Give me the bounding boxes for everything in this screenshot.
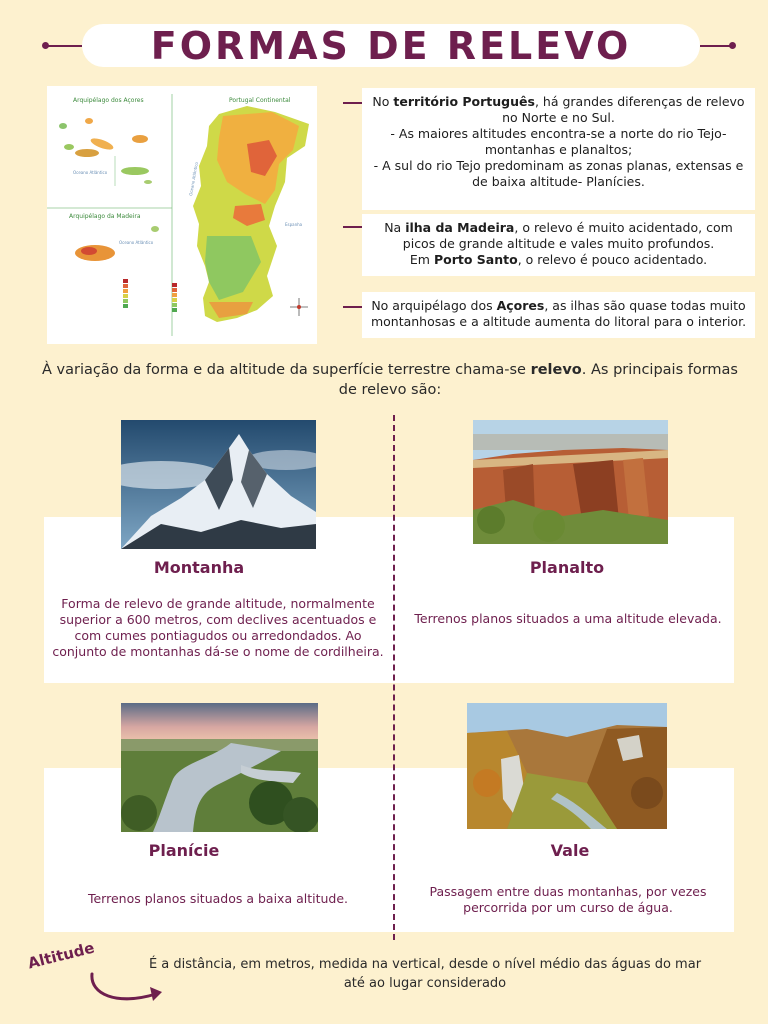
map-ocean-label-2: Oceano Atlântico [119, 240, 154, 245]
form-title-planalto: Planalto [529, 558, 605, 577]
map-continental-label: Portugal Continental [229, 97, 291, 104]
azores-island [89, 136, 114, 152]
title-right-line [700, 45, 732, 47]
intro-text: À variação da forma e da altitude da superfície terrestre chama-se [42, 362, 531, 378]
portugal-relief-map [47, 86, 317, 344]
title-left-line [46, 45, 82, 47]
form-title-vale: Vale [550, 841, 590, 860]
note-text: Na [384, 220, 406, 235]
form-title-planicie: Planície [148, 841, 220, 860]
divider-vertical [393, 415, 395, 940]
note-madeira-line1 [370, 220, 747, 252]
note-mainland-line2: - As maiores altitudes encontra-se a norte do rio Tejo- montanhas e planaltos; [390, 126, 727, 157]
azores-island [144, 180, 152, 184]
map-azores-label: Arquipélago dos Açores [73, 97, 144, 104]
plateau-image [473, 420, 668, 544]
note-text: , há grandes diferenças de relevo no Norte e no Sul. [502, 94, 745, 125]
note-text: , as ilhas são quase todas muito montanhosas e a altitude aumenta do litoral para o interior. [370, 298, 747, 329]
title-right-dot [729, 42, 736, 49]
intro-text-bold: relevo [530, 362, 582, 378]
map-spain-label: Espanha [285, 222, 303, 227]
mountain-image [121, 420, 316, 549]
plain-photo [121, 703, 318, 832]
azores-island [121, 167, 149, 175]
note-text: No arquipélago dos [371, 298, 497, 313]
form-title-montanha: Montanha [153, 558, 245, 577]
map-legend [123, 279, 177, 312]
note-text: No [372, 94, 394, 109]
note-text-bold: Porto Santo [433, 252, 518, 267]
page-title: FORMAS DE RELEVO [150, 23, 632, 68]
porto-santo-island [151, 226, 159, 232]
altitude-label: Altitude [26, 938, 97, 973]
intro-paragraph [40, 360, 740, 400]
plain-image [121, 703, 318, 832]
plateau-photo [473, 420, 668, 544]
valley-image [467, 703, 667, 829]
intro-text: . As principais formas de relevo são: [338, 362, 738, 398]
note-mainland [362, 88, 755, 210]
valley-photo [467, 703, 667, 829]
map-ocean-label-1: Oceano Atlântico [73, 170, 108, 175]
form-text-planalto: Terrenos planos situados a uma altitude elevada. [414, 611, 722, 626]
title-left-dot [42, 42, 49, 49]
map-graphic [47, 86, 317, 344]
note-text: Em [409, 252, 434, 267]
note-azores [362, 292, 755, 338]
form-text-planicie: Terrenos planos situados a baixa altitude. [87, 891, 349, 906]
map-madeira-label: Arquipélago da Madeira [69, 213, 141, 220]
azores-island [59, 123, 67, 129]
note-text: , o relevo é pouco acidentado. [517, 252, 708, 267]
azores-island [132, 135, 148, 143]
madeira-peak [81, 247, 97, 255]
note-text-bold: território Português [393, 94, 535, 109]
note-madeira [362, 214, 755, 276]
azores-island [64, 144, 74, 150]
azores-island [85, 118, 93, 124]
title-banner [82, 24, 700, 67]
compass-rose [290, 298, 308, 316]
form-text-montanha: Forma de relevo de grande altitude, normalmente superior a 600 metros, com declives acentuados e com cumes pontiagudos ou arredondados. Ao conjunto de montanhas dá-se o nome de cordilheira. [52, 596, 384, 659]
note-mainland-intro [370, 94, 747, 126]
altitude-definition: É a distância, em metros, medida na vertical, desde o nível médio das águas do mar até ao lugar considerado [148, 957, 702, 991]
note-text-bold: ilha da Madeira [405, 220, 515, 235]
note-text: , o relevo é muito acidentado, com picos de grande altitude e vales muito profundos. [402, 220, 733, 251]
azores-island [75, 149, 99, 157]
note-madeira-line2 [370, 252, 747, 268]
form-text-vale: Passagem entre duas montanhas, por vezes percorrida por um curso de água. [429, 884, 707, 915]
map-ocean-label-3: Oceano Atlântico [188, 161, 199, 197]
note-text-bold: Açores [496, 298, 545, 313]
mountain-photo [121, 420, 316, 549]
note-mainland-line3: - A sul do rio Tejo predominam as zonas planas, extensas e de baixa altitude- Planícies. [373, 158, 744, 189]
